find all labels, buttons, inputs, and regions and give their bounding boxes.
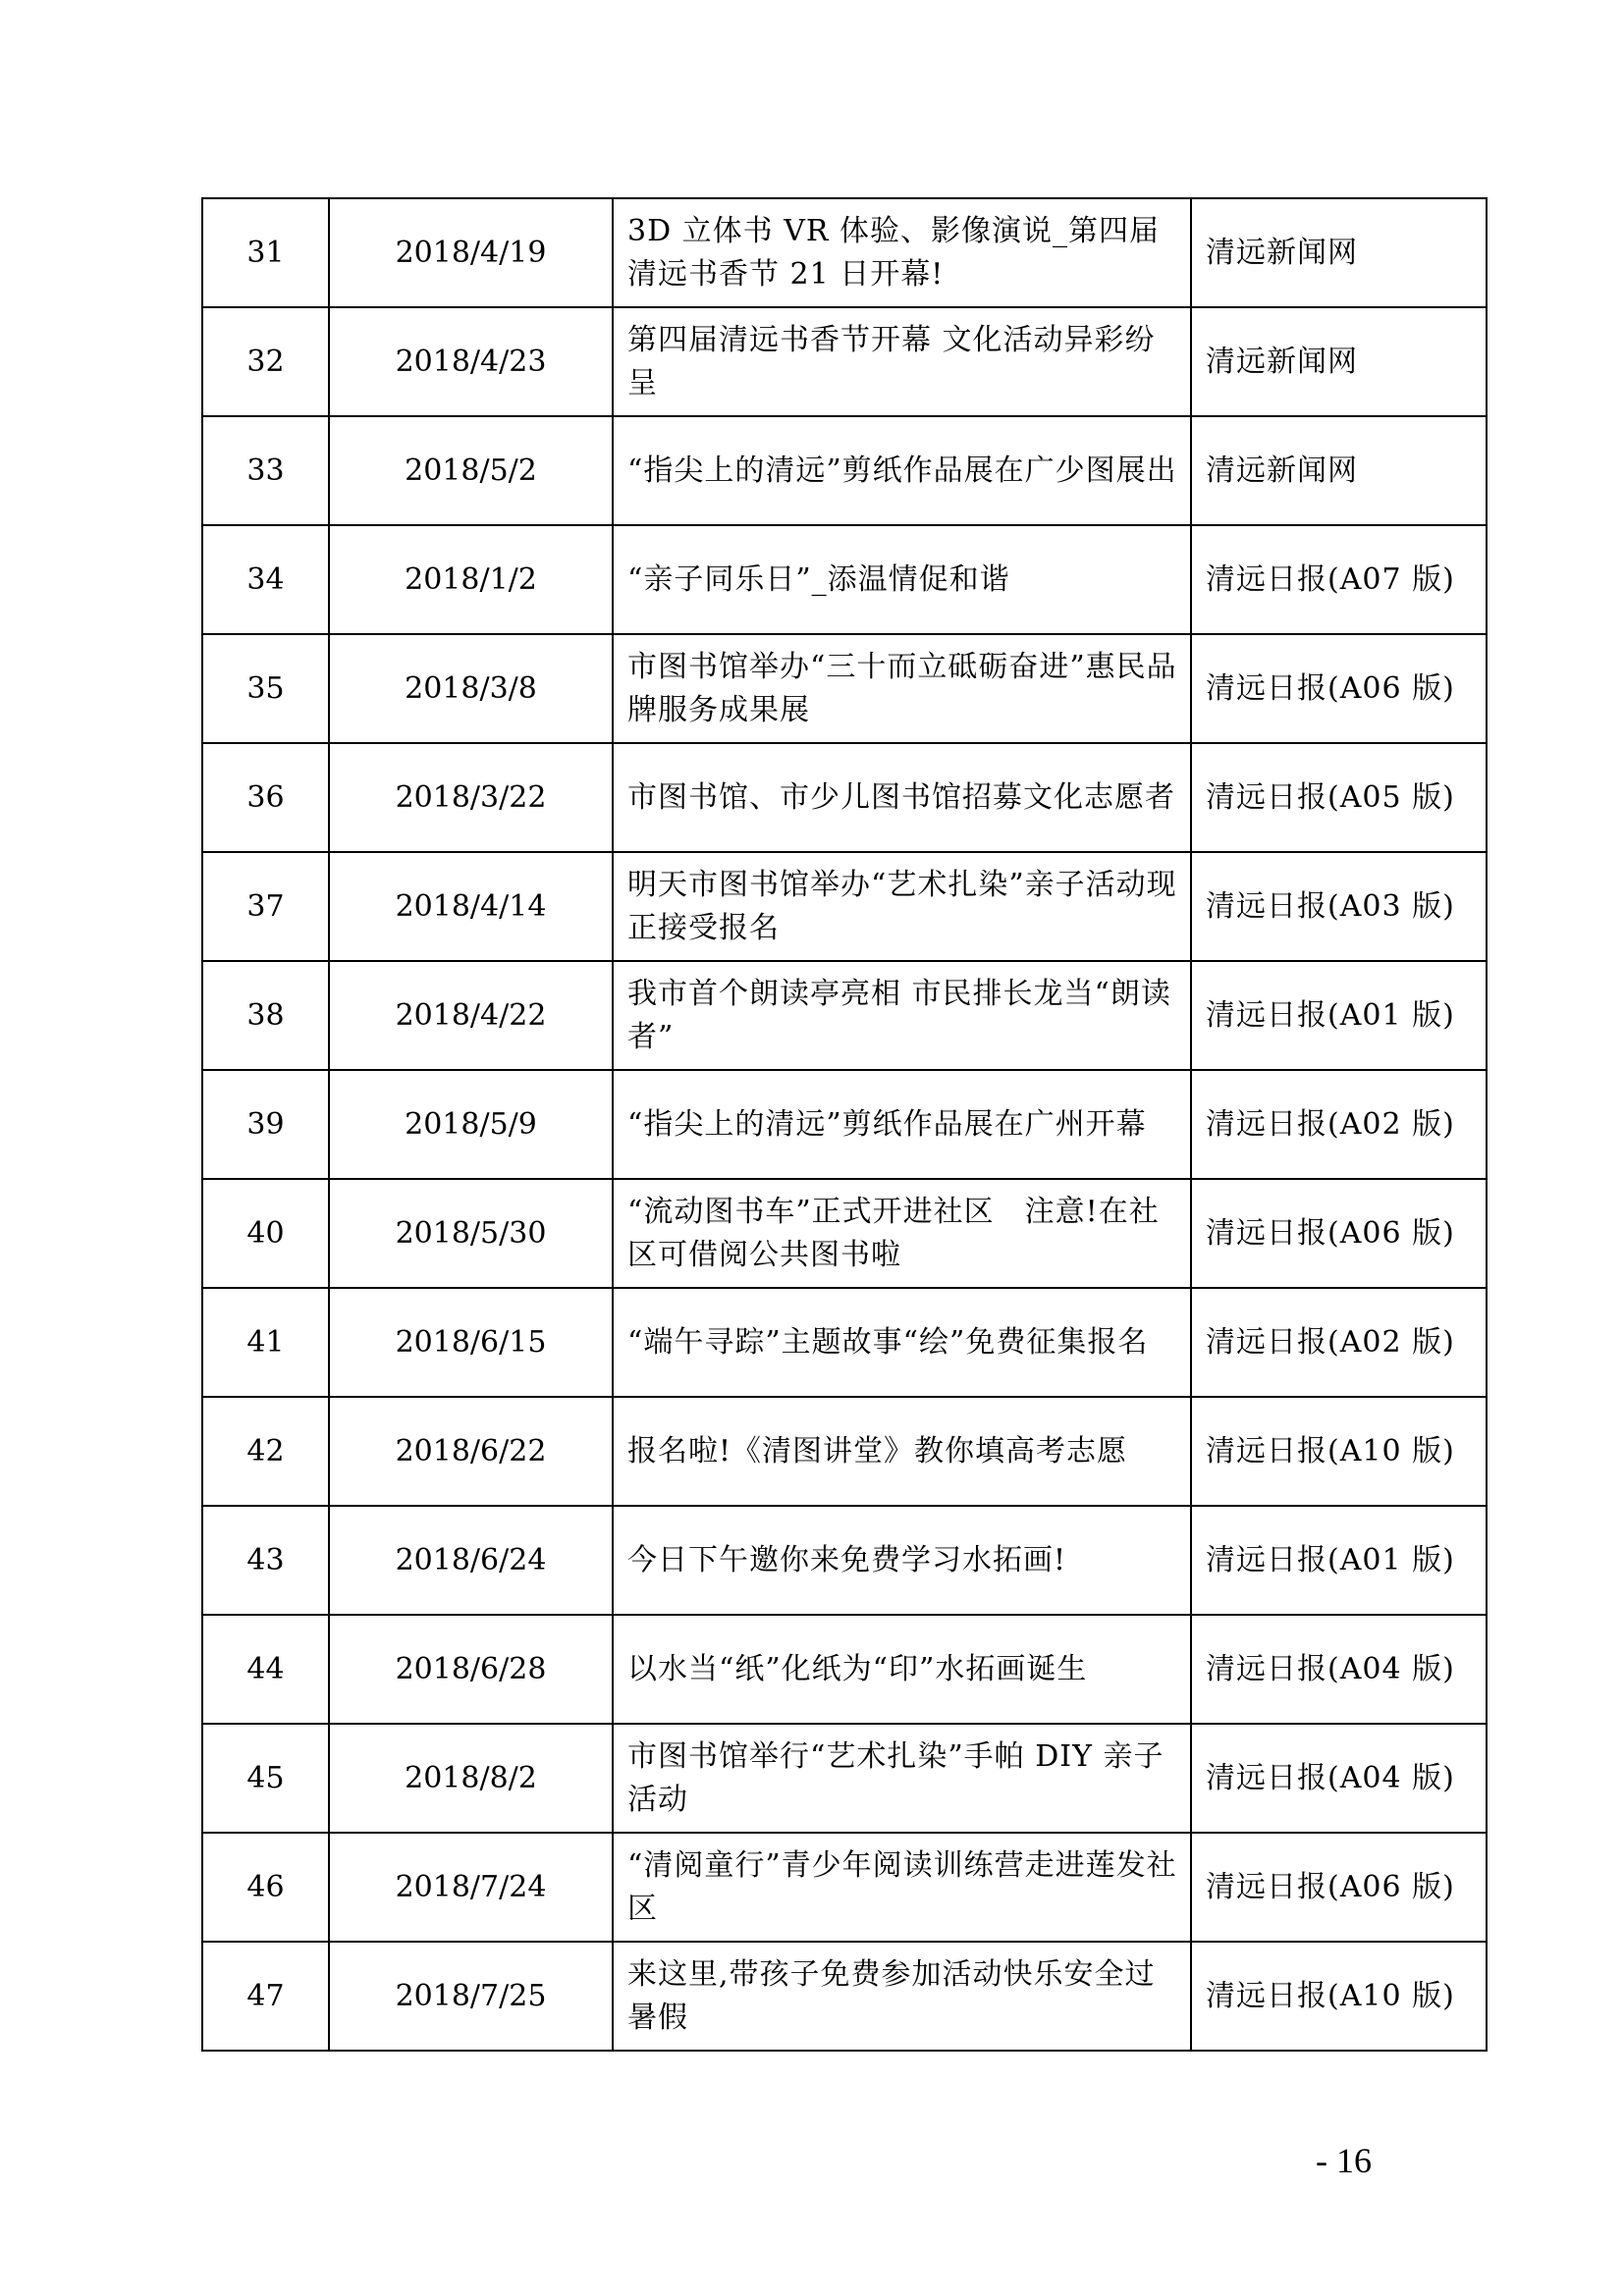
- cell-date: 2018/7/24: [329, 1833, 613, 1942]
- table-row: [202, 307, 1487, 416]
- cell-number: 46: [202, 1833, 329, 1942]
- cell-source: 清远日报(A02 版): [1191, 1070, 1487, 1179]
- cell-source: 清远日报(A06 版): [1191, 1833, 1487, 1942]
- table-row: [202, 634, 1487, 743]
- table-row: [202, 743, 1487, 852]
- cell-date: 2018/6/15: [329, 1288, 613, 1397]
- cell-number: 43: [202, 1506, 329, 1615]
- cell-number: 31: [202, 198, 329, 307]
- cell-date: 2018/4/14: [329, 852, 613, 961]
- cell-number: 39: [202, 1070, 329, 1179]
- cell-number: 32: [202, 307, 329, 416]
- cell-source: 清远日报(A02 版): [1191, 1288, 1487, 1397]
- cell-source: 清远新闻网: [1191, 307, 1487, 416]
- cell-title: 3D 立体书 VR 体验、影像演说_第四届清远书香节 21 日开幕!: [613, 198, 1191, 307]
- cell-source: 清远日报(A06 版): [1191, 634, 1487, 743]
- page-number: - 16: [1316, 2141, 1372, 2180]
- cell-number: 41: [202, 1288, 329, 1397]
- table-row: [202, 198, 1487, 307]
- table-row: [202, 1070, 1487, 1179]
- table-row: [202, 1179, 1487, 1288]
- cell-source: 清远日报(A07 版): [1191, 525, 1487, 634]
- table-body: [202, 198, 1487, 2051]
- cell-number: 40: [202, 1179, 329, 1288]
- cell-number: 45: [202, 1724, 329, 1833]
- cell-title: 市图书馆、市少儿图书馆招募文化志愿者: [613, 743, 1191, 852]
- cell-date: 2018/6/24: [329, 1506, 613, 1615]
- cell-date: 2018/4/19: [329, 198, 613, 307]
- cell-number: 33: [202, 416, 329, 525]
- table-row: [202, 1506, 1487, 1615]
- cell-source: 清远日报(A05 版): [1191, 743, 1487, 852]
- cell-title: “指尖上的清远”剪纸作品展在广州开幕: [613, 1070, 1191, 1179]
- cell-source: 清远日报(A01 版): [1191, 1506, 1487, 1615]
- cell-date: 2018/6/28: [329, 1615, 613, 1724]
- table-row: [202, 1615, 1487, 1724]
- cell-date: 2018/5/30: [329, 1179, 613, 1288]
- cell-title: 市图书馆举办“三十而立砥砺奋进”惠民品牌服务成果展: [613, 634, 1191, 743]
- cell-number: 34: [202, 525, 329, 634]
- cell-date: 2018/5/2: [329, 416, 613, 525]
- cell-source: 清远日报(A04 版): [1191, 1615, 1487, 1724]
- table-row: [202, 525, 1487, 634]
- cell-number: 47: [202, 1942, 329, 2051]
- cell-source: 清远日报(A01 版): [1191, 961, 1487, 1070]
- table-row: [202, 1397, 1487, 1506]
- cell-number: 38: [202, 961, 329, 1070]
- cell-source: 清远日报(A06 版): [1191, 1179, 1487, 1288]
- cell-source: 清远日报(A04 版): [1191, 1724, 1487, 1833]
- cell-source: 清远新闻网: [1191, 416, 1487, 525]
- cell-date: 2018/6/22: [329, 1397, 613, 1506]
- cell-title: “指尖上的清远”剪纸作品展在广少图展出: [613, 416, 1191, 525]
- cell-number: 35: [202, 634, 329, 743]
- cell-title: 我市首个朗读亭亮相 市民排长龙当“朗读者”: [613, 961, 1191, 1070]
- cell-title: “清阅童行”青少年阅读训练营走进莲发社区: [613, 1833, 1191, 1942]
- cell-date: 2018/4/23: [329, 307, 613, 416]
- cell-date: 2018/3/8: [329, 634, 613, 743]
- table-row: [202, 1833, 1487, 1942]
- cell-source: 清远新闻网: [1191, 198, 1487, 307]
- table-row: [202, 961, 1487, 1070]
- cell-title: 今日下午邀你来免费学习水拓画!: [613, 1506, 1191, 1615]
- cell-number: 44: [202, 1615, 329, 1724]
- cell-source: 清远日报(A10 版): [1191, 1397, 1487, 1506]
- table-row: [202, 1724, 1487, 1833]
- cell-number: 37: [202, 852, 329, 961]
- news-report-table: [201, 197, 1488, 2052]
- cell-title: 第四届清远书香节开幕 文化活动异彩纷呈: [613, 307, 1191, 416]
- cell-number: 36: [202, 743, 329, 852]
- cell-title: 以水当“纸”化纸为“印”水拓画诞生: [613, 1615, 1191, 1724]
- table-row: [202, 1288, 1487, 1397]
- cell-date: 2018/3/22: [329, 743, 613, 852]
- cell-date: 2018/1/2: [329, 525, 613, 634]
- cell-title: “亲子同乐日”_添温情促和谐: [613, 525, 1191, 634]
- cell-date: 2018/4/22: [329, 961, 613, 1070]
- cell-date: 2018/7/25: [329, 1942, 613, 2051]
- cell-title: 市图书馆举行“艺术扎染”手帕 DIY 亲子活动: [613, 1724, 1191, 1833]
- cell-title: 报名啦!《清图讲堂》教你填高考志愿: [613, 1397, 1191, 1506]
- cell-title: 来这里,带孩子免费参加活动快乐安全过暑假: [613, 1942, 1191, 2051]
- cell-source: 清远日报(A03 版): [1191, 852, 1487, 961]
- cell-date: 2018/8/2: [329, 1724, 613, 1833]
- cell-date: 2018/5/9: [329, 1070, 613, 1179]
- cell-title: “端午寻踪”主题故事“绘”免费征集报名: [613, 1288, 1191, 1397]
- cell-number: 42: [202, 1397, 329, 1506]
- cell-title: “流动图书车”正式开进社区 注意!在社区可借阅公共图书啦: [613, 1179, 1191, 1288]
- table-row: [202, 416, 1487, 525]
- cell-title: 明天市图书馆举办“艺术扎染”亲子活动现正接受报名: [613, 852, 1191, 961]
- table-row: [202, 852, 1487, 961]
- cell-source: 清远日报(A10 版): [1191, 1942, 1487, 2051]
- table-row: [202, 1942, 1487, 2051]
